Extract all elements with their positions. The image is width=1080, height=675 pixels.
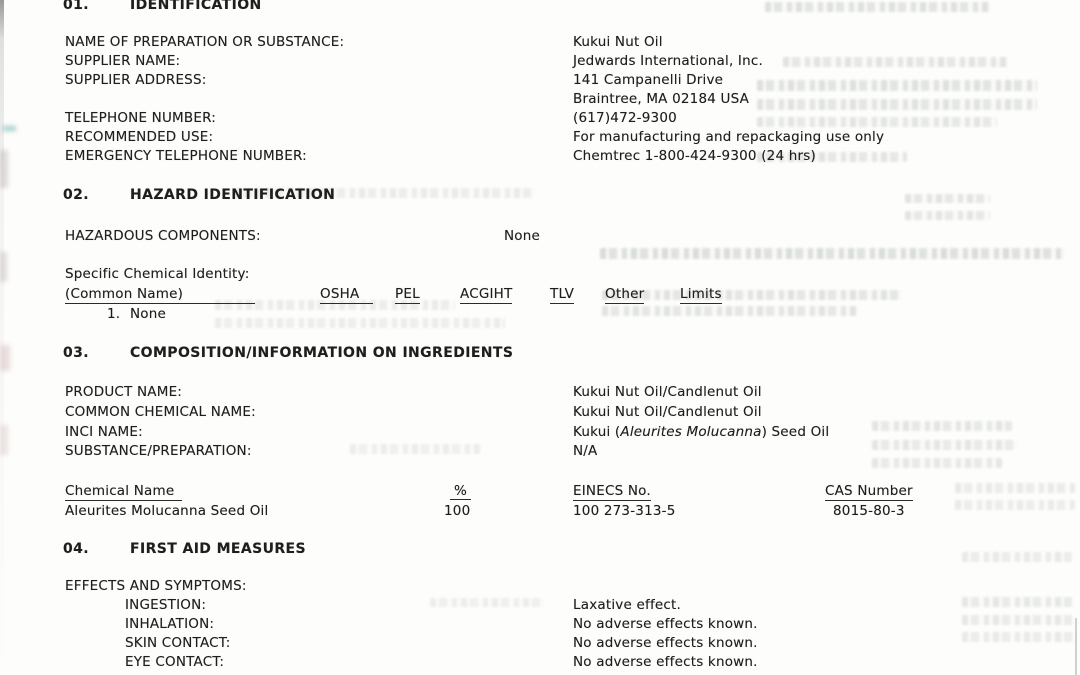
bleedthrough-text-artifact: [602, 306, 857, 316]
section-04-number: 04.: [63, 541, 90, 557]
scan-smudge-artifact: [3, 126, 16, 131]
column-header-acgiht: ACGIHT: [460, 286, 513, 302]
column-header-tlv: TLV: [550, 286, 575, 302]
field-value: No adverse effects known.: [573, 616, 758, 632]
section-01-title: IDENTIFICATION: [130, 0, 262, 13]
bleedthrough-text-artifact: [962, 597, 1072, 607]
field-value: (617)472-9300: [573, 110, 677, 126]
table-cell-chemical-name: Aleurites Molucanna Seed Oil: [65, 503, 269, 519]
field-label: EYE CONTACT:: [125, 654, 225, 670]
section-02-title: HAZARD IDENTIFICATION: [130, 187, 336, 203]
scan-smudge-artifact: [0, 150, 8, 188]
section-02-number: 02.: [63, 187, 90, 203]
bleedthrough-text-artifact: [872, 421, 1012, 431]
bleedthrough-text-artifact: [215, 318, 505, 328]
section-03-number: 03.: [63, 345, 90, 361]
bleedthrough-text-artifact: [757, 99, 1037, 110]
field-value: For manufacturing and repackaging use only: [573, 129, 885, 145]
column-header-pel: PEL: [395, 286, 420, 302]
field-label: INGESTION:: [125, 597, 207, 613]
table-header-chemical-name: Chemical Name: [65, 483, 182, 501]
field-label: SUBSTANCE/PREPARATION:: [65, 443, 252, 459]
field-label: NAME OF PREPARATION OR SUBSTANCE:: [65, 34, 345, 50]
bleedthrough-text-artifact: [955, 483, 1075, 493]
bleedthrough-text-artifact: [955, 500, 1075, 510]
hazardous-components-label: HAZARDOUS COMPONENTS:: [65, 228, 261, 244]
scan-left-edge-artifact: [0, 0, 4, 675]
table-cell-percent: 100: [444, 503, 471, 519]
bleedthrough-text-artifact: [765, 2, 990, 12]
field-value: Chemtrec 1-800-424-9300 (24 hrs): [573, 148, 816, 164]
section-04-title: FIRST AID MEASURES: [130, 541, 307, 557]
field-value: No adverse effects known.: [573, 654, 758, 670]
field-label: SKIN CONTACT:: [125, 635, 231, 651]
field-label: COMMON CHEMICAL NAME:: [65, 404, 256, 420]
field-value: Braintree, MA 02184 USA: [573, 91, 750, 107]
table-cell-cas: 8015-80-3: [833, 503, 905, 519]
bleedthrough-text-artifact: [783, 57, 1008, 67]
field-label: SUPPLIER NAME:: [65, 53, 181, 69]
field-value: N/A: [573, 443, 598, 459]
field-value: Kukui Nut Oil: [573, 34, 663, 50]
field-value: Jedwards International, Inc.: [573, 53, 763, 69]
inci-suffix: ) Seed Oil: [761, 424, 830, 440]
effects-symptoms-label: EFFECTS AND SYMPTOMS:: [65, 578, 247, 594]
common-name-column-header: (Common Name): [65, 286, 255, 304]
field-value: 141 Campanelli Drive: [573, 72, 724, 88]
bleedthrough-text-artifact: [600, 248, 1065, 259]
table-cell-einecs: 100 273-313-5: [573, 503, 676, 519]
bleedthrough-text-artifact: [872, 458, 1002, 468]
field-label: INHALATION:: [125, 616, 215, 632]
field-value: Kukui Nut Oil/Candlenut Oil: [573, 384, 762, 400]
table-header-einecs: EINECS No.: [573, 483, 651, 499]
bleedthrough-text-artifact: [757, 80, 1037, 91]
inci-botanical-name: Aleurites Molucanna: [620, 424, 762, 440]
bleedthrough-text-artifact: [872, 440, 1017, 450]
bleedthrough-text-artifact: [430, 598, 545, 607]
column-header-osha: OSHA: [320, 286, 373, 304]
bleedthrough-text-artifact: [962, 632, 1077, 642]
field-value: Laxative effect.: [573, 597, 682, 613]
bleedthrough-text-artifact: [757, 117, 997, 127]
scan-smudge-artifact: [0, 252, 7, 282]
list-item-value: None: [130, 306, 167, 322]
scan-smudge-artifact: [0, 425, 8, 455]
bleedthrough-text-artifact: [602, 290, 902, 300]
column-header-limits: Limits: [680, 286, 722, 302]
list-item-number: 1.: [107, 306, 121, 322]
section-03-title: COMPOSITION/INFORMATION ON INGREDIENTS: [130, 345, 514, 361]
field-value-inci: [573, 424, 829, 440]
specific-chemical-identity-label: Specific Chemical Identity:: [65, 266, 250, 282]
field-label: EMERGENCY TELEPHONE NUMBER:: [65, 148, 307, 164]
field-label: PRODUCT NAME:: [65, 384, 183, 400]
table-header-percent: %: [450, 483, 471, 500]
column-header-other: Other: [605, 286, 645, 302]
field-label: INCI NAME:: [65, 424, 143, 440]
table-header-cas: CAS Number: [825, 483, 913, 499]
bleedthrough-text-artifact: [962, 615, 1074, 625]
field-label: TELEPHONE NUMBER:: [65, 110, 216, 126]
scan-smudge-artifact: [0, 345, 10, 371]
scan-right-edge-artifact: [1075, 618, 1077, 675]
bleedthrough-text-artifact: [905, 194, 990, 203]
bleedthrough-text-artifact: [905, 211, 990, 220]
hazardous-components-value: None: [504, 228, 541, 244]
field-value: No adverse effects known.: [573, 635, 758, 651]
inci-prefix: Kukui (: [573, 424, 621, 440]
field-value: Kukui Nut Oil/Candlenut Oil: [573, 404, 762, 420]
bleedthrough-text-artifact: [962, 552, 1072, 562]
section-01-number: 01.: [63, 0, 90, 13]
field-label: SUPPLIER ADDRESS:: [65, 72, 207, 88]
bleedthrough-text-artifact: [350, 444, 480, 454]
field-label: RECOMMENDED USE:: [65, 129, 214, 145]
